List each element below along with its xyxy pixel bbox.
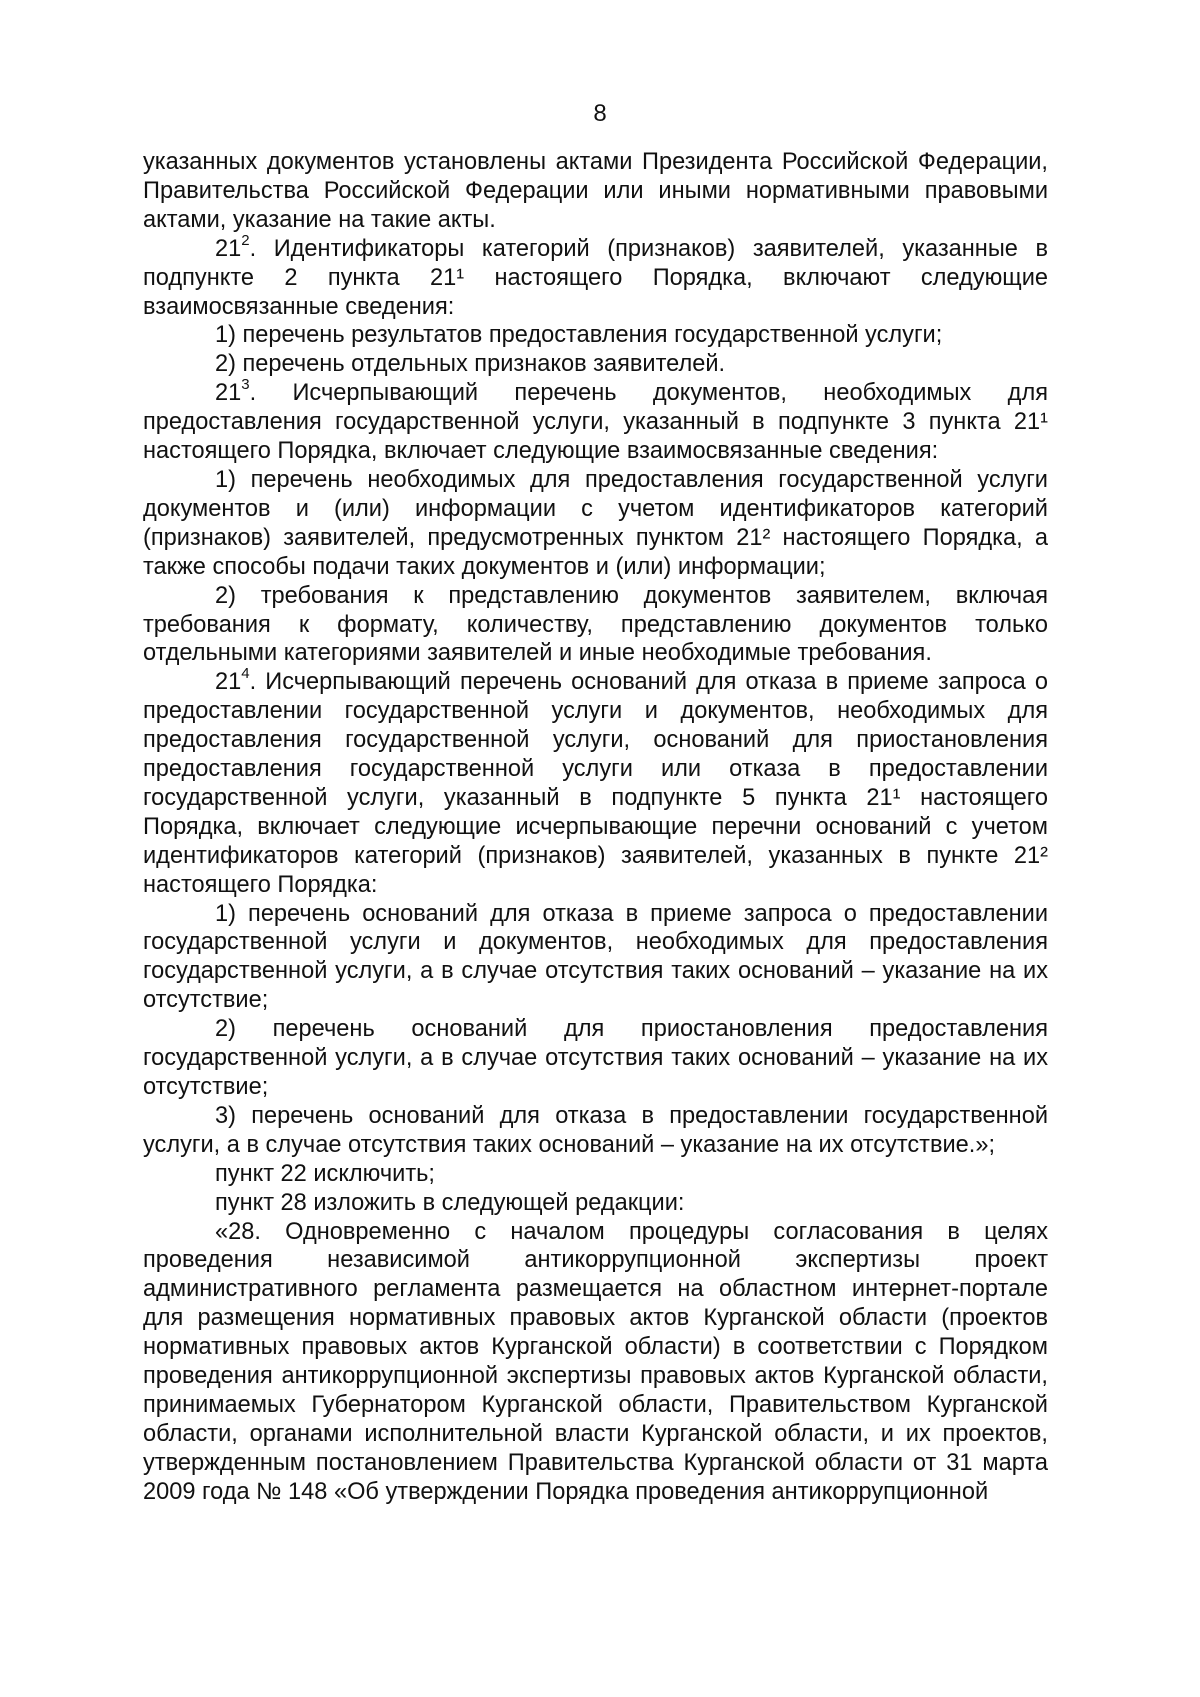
list-item-21-4-2: 2) перечень оснований для приостановления предоставления государственной услуги, а в случае отсутствия таких оснований – указание на их отсутствие;: [143, 1016, 1048, 1100]
paragraph-number: $21^4$: [215, 665, 250, 696]
document-body: [143, 148, 1048, 1507]
paragraph-number: $21^3$: [215, 376, 250, 407]
list-item-21-4-1: 1) перечень оснований для отказа в приеме запроса о предоставлении государственной услуги и документов, необходимых для предоставления государственной услуги, а в случае отсутствия таких оснований – указание на их отсутствие;: [143, 900, 1048, 1014]
paragraph-21-3: $21^3$. Исчерпывающий перечень документов, необходимых для предоставления государственной услуги, указанный в подпункте 3 пункта 21¹ настоящего Порядка, включает следующие взаимосвязанные сведения:: [143, 376, 1048, 465]
paragraph-21-4: $21^4$. Исчерпывающий перечень оснований для отказа в приеме запроса о предоставлении государственной услуги и документов, необходимых для предоставления государственной услуги, оснований для приостановления предоставления государственной услуги или отказа в предоставлении государственной услуги, указанный в подпункте 5 пункта 21¹ настоящего Порядка, включает следующие исчерпывающие перечни оснований с учетом идентификаторов категорий (признаков) заявителей, указанных в пункте 21² настоящего Порядка:: [143, 665, 1048, 898]
paragraph-number: $21^2$: [215, 231, 250, 262]
list-item-21-4-3: 3) перечень оснований для отказа в предоставлении государственной услуги, а в случае отсутствия таких оснований – указание на их отсутствие.»;: [143, 1102, 1048, 1158]
list-item-21-2-2: 2) перечень отдельных признаков заявителей.: [215, 351, 726, 378]
list-item-21-2-1: 1) перечень результатов предоставления государственной услуги;: [215, 322, 943, 349]
page-number: 8: [593, 100, 607, 127]
paragraph-21-2: $21^2$. Идентификаторы категорий (признаков) заявителей, указанные в подпункте 2 пункта 21¹ настоящего Порядка, включают следующие взаимосвязанные сведения:: [143, 231, 1048, 320]
instruction-paragraph-22: пункт 22 исключить;: [215, 1160, 435, 1187]
paragraph-28-text: «28. Одновременно с началом процедуры согласования в целях проведения независимой антикоррупционной экспертизы проект административного регламента размещается на областном интернет-портале для размещения нормативных правовых актов Курганской области (проектов нормативных правовых актов Курганской области) в соответствии с Порядком проведения антикоррупционной экспертизы правовых актов Курганской области, принимаемых Губернатором Курганской области, Правительством Курганской области, органами исполнительной власти Курганской области, и их проектов, утвержденным постановлением Правительства Курганской области от 31 марта 2009 года № 148 «Об утверждении Порядка проведения антикоррупционной: [143, 1218, 1048, 1505]
list-item-21-3-2: 2) требования к представлению документов заявителем, включая требования к формату, количеству, представлению документов только отдельными категориями заявителей и иные необходимые требования.: [143, 582, 1048, 667]
instruction-paragraph-28: пункт 28 изложить в следующей редакции:: [215, 1189, 685, 1216]
paragraph-continuation: указанных документов установлены актами Президента Российской Федерации, Правительства Российской Федерации или иными нормативными правовыми актами, указание на такие акты.: [143, 149, 1048, 233]
list-item-21-3-1: 1) перечень необходимых для предоставления государственной услуги документов и (или) информации с учетом идентификаторов категорий (признаков) заявителей, предусмотренных пунктом 21² настоящего Порядка, а также способы подачи таких документов и (или) информации;: [143, 466, 1048, 580]
